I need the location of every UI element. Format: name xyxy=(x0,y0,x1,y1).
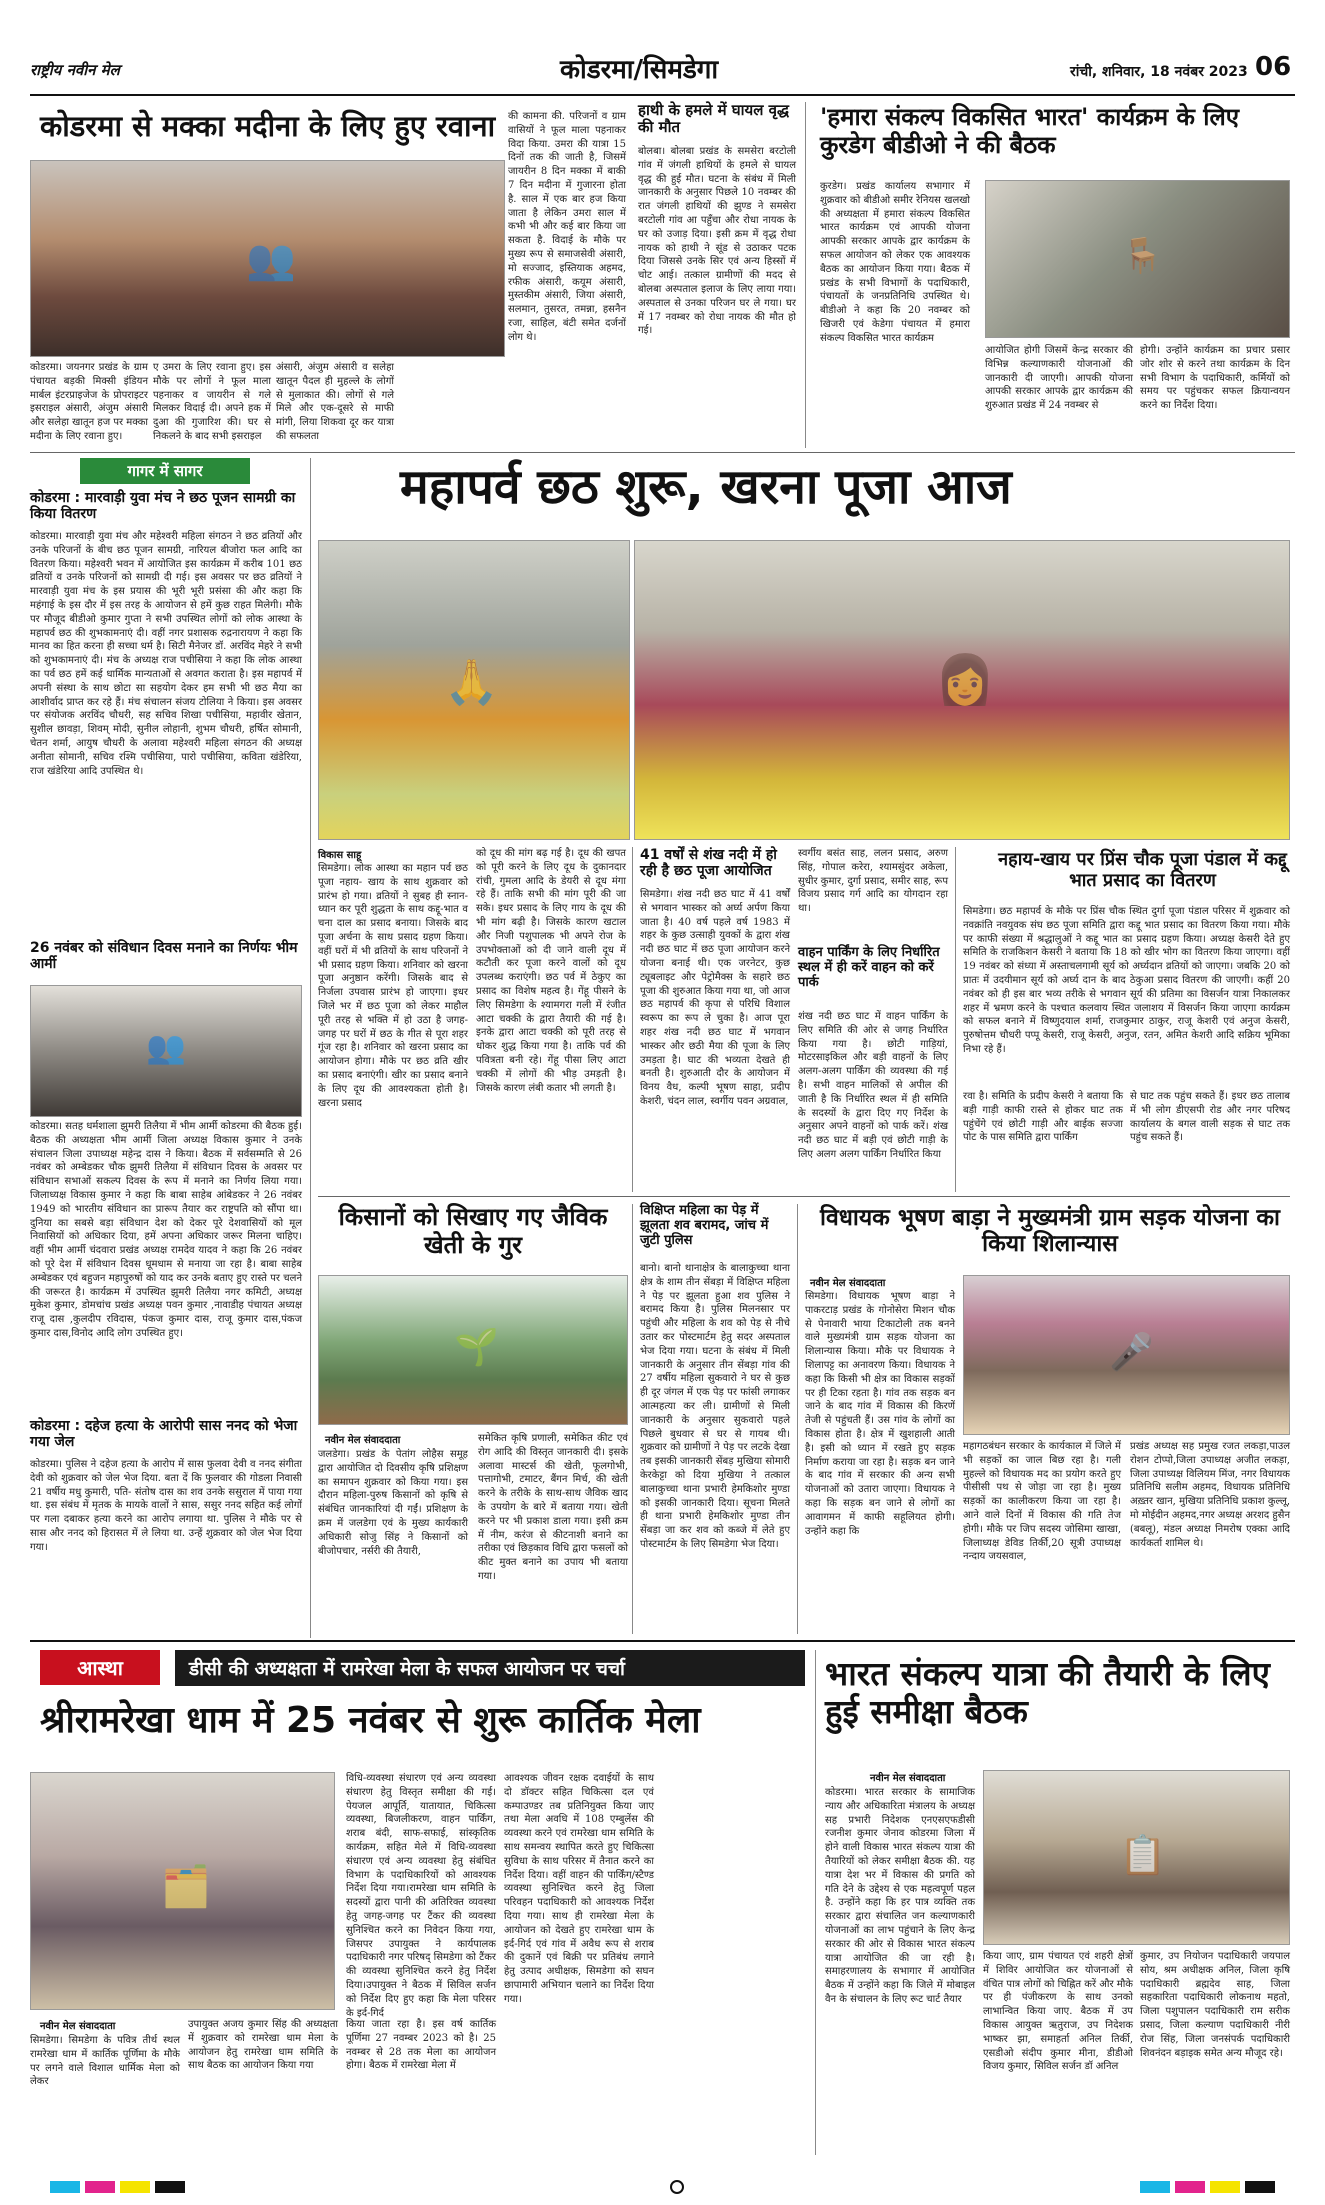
vidhayak-col1: सिमडेगा। विधायक भूषण बाड़ा ने पाकरटाड़ प्रखंड के गोनोसेरा मिशन चौक से पेनावारी भाया टिकाटोली तक बनने वाले मुख्यमंत्री ग्राम सड़क योजना का शिलान्यास किया। मौके पर विधायक ने शिलापट्ट का अनावरण किया। विधायक ने कहा कि किसी भी क्षेत्र का विकास सड़कों पर ही टिका रहता है। गांव तक सड़क बन जाने के बाद गांव में विकास की किरणें तेजी से पहुंचती हैं। उस गांव के लोगों का विकास होता है। क्षेत्र में खुशहाली आती है। इसी को ध्यान में रखते हुए सड़क निर्माण कराया जा रहा है। सड़क बन जाने के बाद गांव में सरकार की अन्य सभी योजनाओं को उतारा जाएगा। विधायक ने कहा कि सड़क बन जाने से लोगों का आवागमन में काफी सहूलियत होगी। उन्होंने कहा कि xyxy=(805,1291,955,1537)
rule-kisan xyxy=(632,1204,633,1634)
section-title: कोडरमा/सिमडेगा xyxy=(560,55,719,85)
headline-shankh: 41 वर्षों से शंख नदी में हो रही है छठ पूजा आयोजित xyxy=(640,847,777,880)
headline-parking: वाहन पार्किंग के लिए निर्धारित स्थल में ही करें वाहन को करें पार्क xyxy=(798,945,940,990)
brief2-photo xyxy=(30,985,302,1117)
rule-row2 xyxy=(318,1196,1290,1197)
chhath-col1: सिमडेगा। लोक आस्था का महान पर्व छठ पूजा नहाय- खाय के साथ शुक्रवार को प्रारंभ हो गया। व्रतियों ने सुबह ही स्नान-ध्यान कर पूरी शुद्धता के साथ कद्दू-भात व चना दाल का प्रसाद बनाया। जिसके बाद पूजा अर्चना के साथ प्रसाद ग्रहण किया। वहीं घरों में भी व्रतियों के साथ परिजनों ने भी प्रसाद ग्रहण किया। शनिवार को खरना पूजा अनुष्ठान करेंगी। जिसके बाद से निर्जला उपवास प्रारंभ हो जाएगा। इधर जिले भर में छठ पूजा को लेकर माहौल पूरी तरह से भक्ति में हो उठा है जगह-जगह पर घरों में छठ के गीत से पूरा शहर गूंज रहा है। शनिवार को खरना प्रसाद का आयोजन होगा। मौके पर छठ व्रति खीर का प्रसाद बनाएंगी। खीर का प्रसाद बनाने के लिए दूध की आवश्यकता होती है। खरना प्रसाद xyxy=(318,863,468,1109)
brief2-body: कोडरमा। सतह धर्मशाला झुमरी तिलैया में भीम आर्मी कोडरमा की बैठक हुई। बैठक की अध्यक्षता भीम आर्मी जिला अध्यक्ष विकास कुमार ने उनके संचालन जिला उपाध्यक्ष महेन्द्र दास ने किया। बैठक में सर्वसम्मति से 26 नवंबर को अम्बेडकर चौक झुमरी तिलैया में संविधान दिवस के अवसर पर संविधान सभाओं सकल्प दिवस के रूप में मनाने का निर्णय लिया गया। जिलाध्यक्ष विकास कुमार ने कहा कि बाबा साहेब आंबेडकर ने 26 नवंबर 1949 को भारतीय संविधान का प्रारूप तैयार कर राष्ट्रपति को सौंपा था। दुनिया का सबसे बड़ा संविधान देश को देकर पूरे देशवासियों को मूल निवासियों को अधिकार दिया, हमें अपना अधिकार जरूर मिलना चाहिए। वहीं भीम आर्मी चंदवारा प्रखंड अध्यक्ष रामदेव यादव ने कहा कि 26 नवंबर को पूरे देश में संविधान दिवस धूमधाम से मनाया जा रहा है। बाबा साहेब अम्बेडकर एवं बहुजन महापुरुषों को याद कर उनके बताए हुए रास्ते पर चलने की जरूरत है। कार्यक्रम में उपस्थित झुमरी तिलैया नगर कमिटी, अध्यक्ष मुकेश कुमार, डोमचांच प्रखंड अध्यक्ष पवन कुमार ,नावाडीह पंचायत अध्यक्ष राजू दास ,कुलदीप रविदास, पंकज कुमार दास, राजू कुमार दास,पंकज कुमार दास,विनोद आदि लोग उपस्थित हुए। xyxy=(30,1121,302,1339)
prince-col-b: से घाट तक पहुंच सकते हैं। इधर छठ तालाब में भी लोग डीएसपी रोड और नगर परिषद कार्यालय के बगल वाली सड़क से घाट तक पहुंच सकते हैं। xyxy=(1130,1091,1290,1144)
photo-ramrekha xyxy=(30,1772,335,2010)
prince-body: सिमडेगा। छठ महापर्व के मौके पर प्रिंस चौक स्थित दुर्गा पूजा पंडाल परिसर में शुक्रवार को नवक्रांति नवयुवक संघ छठ पूजा समिति द्वारा कद्दू भात प्रसाद का वितरण किया गया। मौके पर काफी संख्या में श्रद्धालुओं ने कद्दू भात का प्रसाद ग्रहण किया। अध्यक्ष केसरी देते हुए समिति के राजकिशन केसरी ने बताया कि 18 को खीर भोग का वितरण किया जाएगा। वहीं 19 नवंबर को संध्या में अस्ताचलगामी सूर्य को अर्घ्यदान व्रतियों को जाएगा। जबकि 20 को प्रातः में उदयीमान सूर्य को अर्घ्य दान के बाद ठेकुआ प्रसाद वितरण की जाएगी। कहीं 20 नवंबर को ही इस बार भव्य तरीके से भगवान सूर्य की प्रतिमा का विसर्जन यात्रा निकालकर शहर में भ्रमण करने के पश्चात कलवाय स्थित जलाशय में विसर्जन किया जाएगा कार्यक्रम को सफल बनाने में विष्णुदयाल शर्मा, राजकुमार ठाकुर, राजू केशरी एवं अनुज केसरी, पुरुषोत्तम चौधरी पप्पू केसरी, राजू केसरी, अनुज, रतन, अमित केशरी आदि सक्रिय भूमिका निभा रहे हैं। xyxy=(963,906,1290,1055)
rule-chhath xyxy=(632,847,633,1192)
headline-makka: कोडरमा से मक्का मदीना के लिए हुए रवाना xyxy=(40,109,496,143)
bharat-col3: कुमार, उप नियोजन पदाधिकारी जयपाल सोय, श्रम अधीक्षक अनिल, जिला कृषि पदाधिकारी ब्रह्मदेव साह, जिला सहकारिता पदाधिकारी लोकनाथ महतो, जिला पशुपालन पदाधिकारी राम सरीक प्रसाद, जिला कल्याण पदाधिकारी नीरी रोज सिंह, जिला जनसंपर्क पदाधिकारी शिवनंदन बड़ाइक समेत अन्य मौजूद रहे। xyxy=(1140,1951,1290,2059)
vidhayak-col3: प्रखंड अध्यक्ष सह प्रमुख रजत लकड़ा,पाउल रोशन टोप्पो,जिला उपाध्यक्ष अजीत लकड़ा, जिला उपाध्यक्ष विलियम मिंज, नगर विधायक प्रतिनिधि सलीम अहमद, विधायक प्रतिनिधि अख़्तर खान, मुखिया प्रतिनिधि प्रकाश कुल्लू, मो मोईदीन अहमद,नगर अध्यक्ष अरशद हुसैन (बबलू), मंडल अध्यक्ष निमरोष एक्का आदि कार्यकर्ता शामिल थे। xyxy=(1130,1441,1290,1549)
swatch-black xyxy=(155,2181,185,2193)
photo-kisan xyxy=(318,1275,628,1425)
women-photo-icon: 👩 xyxy=(935,652,995,708)
devotees-photo-icon: 🙏 xyxy=(444,657,499,708)
headline-ramrekha: श्रीरामरेखा धाम में 25 नवंबर से शुरू कार्तिक मेला xyxy=(40,1700,701,1741)
group-photo-icon: 👥 xyxy=(246,237,296,283)
headline-bharat-sankalp: भारत संकल्प यात्रा की तैयारी के लिए हुई समीक्षा बैठक xyxy=(825,1654,1270,1731)
swatch-black-2 xyxy=(1245,2181,1275,2193)
meeting-photo-icon: 👥 xyxy=(146,1028,186,1066)
swatch-yellow-2 xyxy=(1210,2181,1240,2193)
rule-prince xyxy=(955,847,956,1192)
tag-gagar: गागर में सागर xyxy=(80,458,250,484)
headline-mahila: विक्षिप्त महिला का पेड़ में झूलता शव बरामद, जांच में जुटी पुलिस xyxy=(640,1203,769,1248)
chhath-col2: को दूध की मांग बढ़ गई है। दूध की खपत को पूरी करने के लिए दूध के दुकानदार रांची, गुमला आदि के डेयरी से दूध मंगा रहे हैं। ताकि सभी की मांग पूरी की जा सके। इधर प्रसाद के लिए गाय के दूध की भी मांग बढ़ी है। जिसके कारण खटाल और निजी पशुपालक भी अपने रोज के उपभोक्ताओं को दी जाने वाली दूध में कटौती कर पूजा करने वालों को दूध उपलब्ध कराएंगी। छठ पर्व में ठेकुए का प्रसाद का विशेष महत्व है। गेंहू पीसने के लिए सिमडेगा के श्यामगरा गली में रंजीत आटा चक्की के द्वारा तैयारी की गई है। इनके द्वारा आटा चक्की को पूरी तरह से धोकर शुद्ध किया गया है। ताकि पर्व की पवित्रता बनी रहे। गेंहू पीसा लिए आटा चक्की में लोगों की भीड़ उमड़ती है। जिसके कारण लंबी कतार भी लगती है। xyxy=(476,848,626,1094)
photo-vidhayak xyxy=(963,1275,1290,1435)
makka-col2: ए उमरा के लिए रवाना हुए। इस मौके पर लोगों ने फूल माला पहनाकर व जायरीन से गले मिलकर विदाई दी। अपने हक में दुआ की गुजारिश की। घर से निकलने के बाद सभी इसराइल xyxy=(153,362,271,442)
kisan-byline: नवीन मेल संवाददाता xyxy=(325,1435,401,1446)
hathi-body: बोलबा। बोलबा प्रखंड के समसेरा बरटोली गांव में जंगली हाथियों के हमले से घायल वृद्ध की हुई मौत। घटना के संबंध में मिली जानकारी के अनुसार पिछले 10 नवम्बर की रात जंगली हाथियों की झुण्ड ने समसेरा बरटोली गांव आ पहुँचा और रोधा नायक के घर को उजाड़ दिया। इसी क्रम में वृद्ध रोधा नायक को हाथी ने सूंड से उठाकर पटक दिया जिससे उनके सिर एवं अन्य हिस्सों में चोट आई। तत्काल ग्रामीणों की मदद से बोलबा अस्पताल इलाज के लिए लाया गया। अस्पताल से उनका परिजन घर ले गया। घर में 17 नवम्बर को रोधा नायक की मौत हो गई। xyxy=(638,146,796,337)
ramrekha-strip: डीसी की अध्यक्षता में रामरेखा मेला के सफल आयोजन पर चर्चा xyxy=(175,1650,805,1686)
meeting-photo-icon: 🗂️ xyxy=(161,1864,211,1910)
headline-vidhayak: विधायक भूषण बाड़ा ने मुख्यमंत्री ग्राम सड़क योजना का किया शिलान्यास xyxy=(820,1205,1280,1258)
photo-makka xyxy=(30,160,505,357)
kurdeg-col2: आयोजित होगी जिसमें केन्द्र सरकार की विभिन्न कल्याणकारी योजनाओं की जानकारी दी जाएगी। आपकी योजना आपकी सरकार आपके द्वार कार्यक्रम की शुरुआत प्रखंड में 24 नवम्बर से xyxy=(985,345,1133,412)
headline-prince-chowk: नहाय-खाय पर प्रिंस चौक पूजा पंडाल में कद्दू भात प्रसाद का वितरण xyxy=(998,849,1287,891)
prince-col-a: रवा है। समिति के प्रदीप केसरी ने बताया कि बड़ी गाड़ी काफी रास्ते से होकर घाट तक पहुंचेंगे एवं छोटी गाड़ी और बाईक सज्जा पोट के पास समिति द्वारा पार्किंग xyxy=(963,1091,1123,1144)
brand-logo: राष्ट्रीय नवीन मेल xyxy=(30,61,120,79)
vidhayak-byline: नवीन मेल संवाददाता xyxy=(810,1278,886,1289)
swatch-yellow xyxy=(120,2181,150,2193)
swatch-cyan-2 xyxy=(1140,2181,1170,2193)
swatch-magenta xyxy=(85,2181,115,2193)
swatch-cyan xyxy=(50,2181,80,2193)
review-meeting-photo-icon: 📋 xyxy=(1119,1833,1167,1877)
ramrekha-col3: किया जाता रहा है। इस वर्ष कार्तिक पूर्णिमा 27 नवम्बर 2023 को है। 25 नवम्बर से 28 तक मेला का आयोजन होगा। बैठक में रामरेखा मेला में xyxy=(346,2019,496,2072)
brief3-title: कोडरमा : दहेज हत्या के आरोपी सास ननद को भेजा गया जेल xyxy=(30,1418,298,1451)
photo-bharat xyxy=(983,1770,1290,1945)
brief1-body: कोडरमा। मारवाड़ी युवा मंच और महेश्वरी महिला संगठन ने छठ व्रतियों और उनके परिजनों के बीच छठ पूजन सामग्री, नारियल बीजोरा फल आदि का वितरण किया। महेश्वरी भवन में आयोजित इस कार्यक्रम में करीब 101 छठ व्रतियों व उनके परिजनों को सामग्री दी गई। इस अवसर पर छठ व्रतियों ने मारवाड़ी युवा मंच के इस प्रयास की भूरी भूरी प्रसंसा की और कहा कि महंगाई के इस दौर में इस तरह के आयोजन से हमें कुछ राहत मिलेगी। मौके पर मौजूद बीडीओ कुमार गुप्ता ने सभी उपस्थित लोगों को लोक आस्था के महापर्व छठ की शुभकामनाएं दी। वहीं नगर प्रशासक रुद्रनारायण ने कहा कि मानव का हित करना ही सच्चा धर्म है। सिटी मैनेजर डॉ. अरविंद मेहरे ने सभी को शुभकामनाएं दी। मंच के अध्यक्ष राज पचीसिया ने कहा कि लोक आस्था का पर्व छठ हमें कई धार्मिक मान्यताओं से अवगत कराता है। इस महापर्व में अपनी संस्था के साथ छोटा सा सहयोग देकर हम सभी भी छठ मैया का आशीर्वाद प्राप्त कर रहे हैं। मंच संचालन संजय टोलिया ने किया। इस अवसर पर संयोजक अरविंद चौधरी, सह सचिव शिखा पचीसिया, महावीर खेतान, सुशील छावड़ा, शिवम् मोदी, सुनील लोहानी, शुभम चौधरी, हर्षित सोमानी, चेतन शर्मा, आयुष चौधरी के अलावा महेश्वरी महिला संगठन की अध्यक्ष अनीता सोमानी, सचिव रश्मि पचीसिया, पारो पचीसिया, कविता खंडेरिया, राज खंडेरिया आदि उपस्थित थे। xyxy=(30,531,302,777)
swatch-magenta-2 xyxy=(1175,2181,1205,2193)
stage-event-photo-icon: 🎤 xyxy=(1109,1332,1154,1373)
brief3-body: कोडरमा। पुलिस ने दहेज हत्या के आरोप में सास फुलवा देवी व ननद संगीता देवी को शुक्रवार को जेल भेज दिया. बता दें कि फुलवार की गोडला निवासी 21 वर्षीय मधु कुमारी, पति- संतोष दास का शव उनके ससुराल में पाया गया था. इस संबंध में मृतक के मायके वालों ने सास, ससुर ननद सहित कई लोगों पर गला दबाकर हत्या करने का आरोप लगाया था. पुलिस ने मौके पर से सास और ननद को हिरासत में ले लिया था. उन्हें शुक्रवार को जेल भेज दिया गया। xyxy=(30,1459,302,1553)
vidhayak-col2: महागठबंधन सरकार के कार्यकाल में जिले में भी सड़कों का जाल बिछ रहा है। गली मुहल्ले को विधायक मद का प्रयोग करते हुए पीसीसी पथ से जोड़ा जा रहा है। मुख्य सड़कों का कालीकरण किया जा रहा है। आने वाले दिनों में विकास की गति तेज होगी। मौके पर जिप सदस्य जोसिमा खाखा, जिलाध्यक्ष डेविड तिर्की,20 सूत्री उपाध्यक्ष नन्दाय जयसवाल, xyxy=(963,1441,1121,1563)
kurdeg-col3: होगी। उन्होंने कार्यक्रम का प्रचार प्रसार जोर शोर से करने तथा कार्यक्रम के दिन सभी विभाग के पदाधिकारी, कर्मियों को समय पर पहुंचकर सफल क्रियान्वयन करने का निर्देश दिया। xyxy=(1140,345,1290,412)
kurdeg-col1: कुरडेग। प्रखंड कार्यालय सभागार में शुक्रवार को बीडीओ समीर रेनियस खलखो की अध्यक्षता में हमारा संकल्प विकसित भारत कार्यक्रम एवं आपकी योजना आपकी सरकार आपके द्वार कार्यक्रम के सफल आयोजन को लेकर एक आवश्यक बैठक का आयोजन किया गया। बैठक में प्रखंड के सभी विभागों के पदाधिकारी, पंचायतों के जनप्रतिनिधि उपस्थित थे। बीडीओ ने कहा कि 20 नवम्बर को खिजरी एवं केडेगा पंचायत में हमारा संकल्प विकसित भारत कार्यक्रम xyxy=(820,181,970,344)
masthead xyxy=(30,50,1295,94)
rule-hathi xyxy=(805,102,806,448)
makka-col1: कोडरमा। जयनगर प्रखंड के ग्राम पंचायत बड़की मिक्सी इंडियन मार्बल इंटरप्राइजेज के प्रोपराइटर इसराइल अंसारी, अंजुम अंसारी और सलेहा खातून हज पर मक्का मदीना के लिए रवाना हुए। xyxy=(30,362,148,442)
makka-col4: की कामना की. परिजनों व ग्राम वासियों ने फूल माला पहनाकर विदा किया. उमरा की यात्रा 15 दिनों तक की जाती है, जिसमें जायरीन 8 दिन मक्का में बाकी 7 दिन मदीना में गुजारना होता है. साल में एक बार हज किया जाता है लेकिन उमरा साल में कभी भी और कई बार किया जा सकता है. विदाई के मौके पर मुख्य रूप से समाजसेवी अंसारी, मो सज्जाद, इस्तियाक अहमद, रफीक अंसारी, कयूम अंसारी, मुस्तकीम अंसारी, जिया अंसारी, सलमान, तुसरत, तमन्ना, हसनैन रजा, साहिल, बंटी समेत दर्जनों लोग थे। xyxy=(508,111,626,343)
rule-row1 xyxy=(30,452,1295,453)
photo-chhath-1 xyxy=(318,540,630,840)
meeting-room-icon: 🪑 xyxy=(1121,236,1164,276)
photo-kurdeg xyxy=(985,180,1290,338)
masthead-rule xyxy=(30,94,1295,96)
ramrekha-byline: नवीन मेल संवाददाता xyxy=(40,2021,116,2032)
parking-col1: शंख नदी छठ घाट में वाहन पार्किंग के लिए समिति की ओर से जगह निर्धारित किया गया है। छोटी गाड़ियां, मोटरसाइकिल और बड़ी वाहनों के लिए अलग-अलग पार्किंग की व्यवस्था की गई है। सभी वाहन मालिकों से अपील की जाती है कि निर्धारित स्थल में ही समिति के सदस्यों के द्वारा दिए गए निर्देश के अनुसार अपने वाहनों को पार्क करें। शंख नदी छठ घाट में बड़ी एवं छोटी गाड़ी के लिए अलग अलग पार्किंग निर्धारित किया xyxy=(798,1011,948,1160)
ramrekha-col4: विधि-व्यवस्था संधारण एवं अन्य व्यवस्था संधारण हेतु विस्तृत समीक्षा की गई। पेयजल आपूर्ति, यातायात, चिकित्सा व्यवस्था, बिजलीकरण, वाहन पार्किंग, शराब बंदी, साफ-सफाई, सांस्कृतिक कार्यक्रम, सहित मेले में विधि-व्यवस्था संधारण एवं अन्य व्यवस्था हेतु संबंधित विभाग के पदाधिकारियों को आवश्यक निर्देश दिया गया।रामरेखा धाम समिति के सदस्यों द्वारा पानी की अतिरिक्त व्यवस्था हेतु जगह-जगह पर टैंकर की व्यवस्था सुनिश्चित करने का निवेदन किया गया, जिसपर उपायुक्त ने कार्यपालक पदाधिकारी नगर परिषद् सिमडेगा को टैंकर की व्यवस्था सुनिश्चित करने हेतु निर्देश दिया।उपायुक्त ने बैठक में सिविल सर्जन को निर्देश दिए हुए कहा कि मेला परिसर के इर्द-गिर्द xyxy=(346,1773,496,2019)
shankh-col2: स्वर्गीय बसंत साह, ललन प्रसाद, अरुण सिंह, गोपाल करेरा, श्यामसुंदर अकेला, सुधीर कुमार, दुर्गा प्रसाद, समीर साह, रूप विजय प्रसाद गर्ग आदि का योगदान रहा था। xyxy=(798,848,948,915)
dateline: रांची, शनिवार, 18 नवंबर 2023 xyxy=(1070,64,1248,80)
rule-sidebar xyxy=(310,458,311,1638)
rule-row3 xyxy=(30,1640,1295,1642)
bharat-col2: किया जाए, ग्राम पंचायत एवं शहरी क्षेत्रों में शिविर आयोजित कर योजनाओं से वंचित पात्र लोगों को चिह्नित करें और मौके पर ही पंजीकरण के साथ उनको लाभान्वित किया जाए. बैठक में उप विकास आयुक्त ऋतुराज, उप निदेशक भाष्कर झा, समाहर्ता अनिल तिर्की, एसडीओ संदीप कुमार मीना, डीडीओ विजय कुमार, सिविल सर्जन डॉ अनिल xyxy=(983,1951,1133,2073)
tag-aastha: आस्था xyxy=(40,1650,160,1685)
ramrekha-col1: सिमडेगा। सिमडेगा के पवित्र तीर्थ स्थल रामरेखा धाम में कार्तिक पूर्णिमा के मौके पर लगने वाले विशाल धार्मिक मेला को लेकर xyxy=(30,2035,180,2088)
ramrekha-col2: उपायुक्त अजय कुमार सिंह की अध्यक्षता में शुक्रवार को रामरेखा धाम मेला के आयोजन हेतु रामरेखा धाम समिति के साथ बैठक का आयोजन किया गया xyxy=(188,2019,338,2072)
photo-chhath-2 xyxy=(634,540,1290,840)
brief2-title: 26 नवंबर को संविधान दिवस मनाने का निर्णयः भीम आर्मी xyxy=(30,940,298,973)
headline-hathi: हाथी के हमले में घायल वृद्ध की मौत xyxy=(638,101,789,137)
kisan-col2: समेकित कृषि प्रणाली, समेकित कीट एवं रोग आदि की विस्तृत जानकारी दी। इसके अलावा मास्टर्स की खेती, फूलगोभी, पत्तागोभी, टमाटर, बैंगन मिर्च, की खेती करने के तरीके के साथ-साथ जैविक खाद के उपयोग के बारे में बताया गया। खेती करने पर भी प्रकाश डाला गया। इसी क्रम में नीम, करंज से कीटनाशी बनाने का तरीका एवं छिड़काव विधि द्वारा फसलों को कीट मुक्त बनाने का उपाय भी बताया गया। xyxy=(478,1433,628,1582)
headline-sankalp-kurdeg: 'हमारा संकल्प विकसित भारत' कार्यक्रम के लिए कुरडेग बीडीओ ने की बैठक xyxy=(820,103,1239,159)
mahila-body: बानो। बानो थानाक्षेत्र के बालाकुच्चा थाना क्षेत्र के शाम तीन सेंबड़ा में विक्षिप्त महिला ने पेड़ पर झूलता हुआ शव पुलिस ने बरामद किया है। पुलिस मिलनसार पर पहुंची और महिला के शव को पेड़ से नीचे उतार कर पोस्टमार्टम हेतु सदर अस्पताल भेज दिया गया। घटना के संबंध में मिली जानकारी के अनुसार तीन सेंबड़ा गांव की 27 वर्षीय महिला सुकवारो ने घर से कुछ ही दूर जंगल में एक पेड़ पर फांसी लगाकर आत्महत्या कर ली। ग्रामीणों से मिली जानकारी के अनुसार सुकवारो पहले पिछले बुधवार से घर से गायब थी। शुक्रवार को ग्रामीणों ने पेड़ पर लटके देखा तब इसकी जानकारी सेंबड़ मुखिया सोमारी केरकेट्टा को दिया मुखिया ने तत्काल बालाकुच्चा थाना प्रभारी हेमकिशोर मुण्डा को इसकी जानकारी दिया। सूचना मिलते ही थाना प्रभारी हेमकिशोर मुण्डा तीन सेंबड़ा जा कर शव को कब्जे में लेते हुए पोस्टमार्टम के लिए सिमडेगा भेज दिया। xyxy=(640,1263,790,1550)
brief1-title: कोडरमा : मारवाड़ी युवा मंच ने छठ पूजन सामग्री का किया वितरण xyxy=(30,490,296,523)
makka-col3: अंसारी, अंजुम अंसारी व सलेहा खातून पैदल ही मुहल्ले के लोगों से मुलाकात की। लोगों से गले मिले और एक-दूसरे से माफी मांगी, लिया शिकवा दूर कर यात्रा की सफलता xyxy=(276,362,394,442)
headline-chhath: महापर्व छठ शुरू, खरना पूजा आज xyxy=(400,459,1012,515)
page-number: 06 xyxy=(1255,52,1292,82)
rule-mahila xyxy=(797,1204,798,1634)
ramrekha-col5: आवश्यक जीवन रक्षक दवाईयों के साथ दो डॉक्टर सहित चिकित्सा दल एवं कम्पाउण्डर तब प्रतिनियुक्त किया जाए तथा मेला अवधि में 108 एम्बुलेंस की व्यवस्था करने एवं रामरेखा धाम समिति के साथ समन्वय स्थापित करते हुए चिकित्सा सुविधा के साथ परिसर में तैनात करने का निर्देश दिया। वहीं वाहन की पार्किंग/स्टैण्ड व्यवस्था सुनिश्चित करने हेतु जिला परिवहन पदाधिकारी को आवश्यक निर्देश दिया गया। साथ ही रामरेखा मेला के आयोजन को देखते हुए रामरेखा धाम के इर्द-गिर्द एवं गांव में अवैध रूप से शराब की दुकानें एवं बिक्री पर प्रतिबंध लगाने हेतु उत्पाद अधीक्षक, सिमडेगा को सघन छापामारी अभियान चलाने का निर्देश दिया गया। xyxy=(504,1773,654,2005)
training-banner-photo-icon: 🌱 xyxy=(454,1327,499,1368)
kisan-col1: जलडेगा। प्रखंड के पेतांग लोहैस समूह द्वारा आयोजित दो दिवसीय कृषि प्रशिक्षण का समापन शुक्रवार को किया गया। इस दौरान महिला-पुरुष किसानों को कृषि से संबंधित जानकारियां दी गईं। प्रशिक्षण के क्रम में जलडेगा एवं के मुख्य कार्यकारी अधिकारी सोजु सिंह ने किसानों को बीजोपचार, नर्सरी की तैयारी, xyxy=(318,1449,468,1557)
print-color-bar xyxy=(30,2180,1295,2194)
headline-kisan: किसानों को सिखाए गए जैविक खेती के गुर xyxy=(338,1203,608,1259)
registration-mark xyxy=(670,2180,684,2194)
rule-ramrekha xyxy=(815,1650,816,2155)
bharat-col1: कोडरमा। भारत सरकार के सामाजिक न्याय और अधिकारिता मंत्रालय के अध्यक्ष सह प्रभारी निदेशक एनएसएफडीसी रजनीश कुमार जेनाव कोडरमा जिला में होने वाली विकास भारत संकल्प यात्रा की तैयारियों को लेकर समीक्षा बैठक की. यह यात्रा देश भर में विकास की प्रगति को गति देने के उद्देश्य से एक महत्वपूर्ण पहल है. उन्होंने कहा कि हर पात्र व्यक्ति तक सरकार द्वारा संचालित जन कल्याणकारी योजनाओं का लाभ पहुंचाने के लिए केन्द्र सरकार की ओर से विकास भारत संकल्प यात्रा आयोजित की जा रही है। समाहरणालय के सभागार में आयोजित बैठक में उन्होंने कहा कि जिले में मोबाइल वैन के संचालन के लिए रूट चार्ट तैयार xyxy=(825,1787,975,2005)
bharat-byline: नवीन मेल संवाददाता xyxy=(870,1773,946,1784)
shankh-col1: सिमडेगा। शंख नदी छठ घाट में 41 वर्षों से भगवान भास्कर को अर्घ्य अर्पण किया जाता है। 40 वर्ष पहले वर्ष 1983 में शहर के कुछ उत्साही युवकों के द्वारा शंख नदी छठ घाट में छठ पूजा आयोजन करने योजना बनाई थी। एक जरनेटर, कुछ ट्यूबलाइट और पेट्रोमैक्स के सहारे छठ पूजा की शुरुआत किया गया था, जो आज छठ महापर्व की कृपा से परिधि विशाल स्वरूप का रूप ले चुका है। आज पूरा शहर शंख नदी छठ घाट में भगवान भास्कर और छठी मैया की पूजा के लिए उमड़ता है। घाट की भव्यता देखते ही बनती है। शुरुआती दौर के आयोजन में विनय वैध, कल्पी भूषण साहा, प्रदीप केशरी, चंदन लाल, स्वर्गीय पवन अग्रवाल, xyxy=(640,889,790,1107)
chhath-byline: विकास साहू xyxy=(318,850,362,861)
